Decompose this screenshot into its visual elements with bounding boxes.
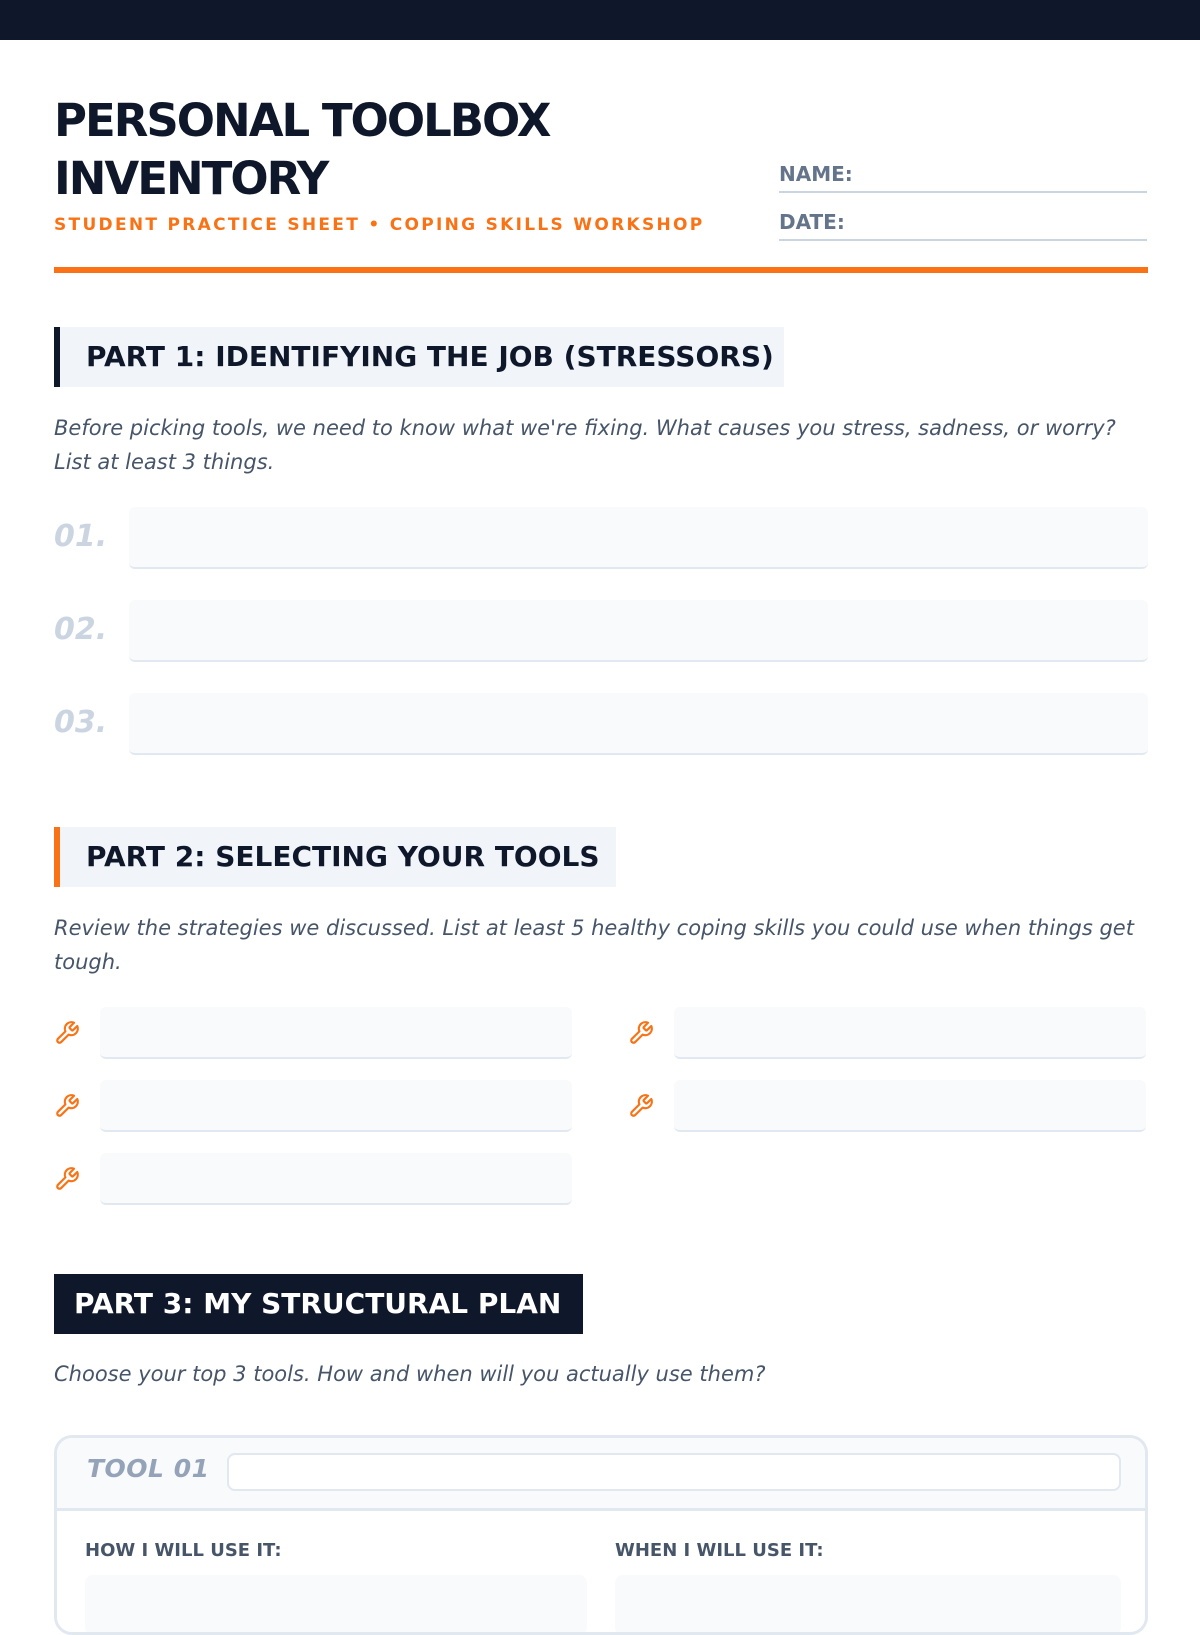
- wrench-icon: [628, 1093, 654, 1119]
- stressor-number: 02.: [54, 612, 108, 647]
- top-bar: [0, 0, 1200, 40]
- part1-instructions: Before picking tools, we need to know what we're fixing. What causes you stress, sadness, or worry? List at least 3 things.: [54, 416, 1116, 474]
- stressor-row: [54, 693, 1148, 757]
- name-field[interactable]: [779, 161, 1147, 193]
- tool-item: [54, 1153, 582, 1205]
- when-field[interactable]: [615, 1575, 1121, 1635]
- page-title: PERSONAL TOOLBOX INVENTORY: [54, 94, 550, 205]
- tool-item: [54, 1080, 582, 1132]
- stressor-field[interactable]: [129, 693, 1148, 755]
- tool-field[interactable]: [674, 1007, 1146, 1059]
- tool-name-field[interactable]: [227, 1453, 1121, 1491]
- tool-item: [628, 1080, 1156, 1132]
- tool-field[interactable]: [100, 1080, 572, 1132]
- part1-heading: PART 1: IDENTIFYING THE JOB (STRESSORS): [54, 327, 784, 387]
- stressor-number: 03.: [54, 705, 108, 740]
- part3-heading: PART 3: MY STRUCTURAL PLAN: [54, 1274, 583, 1334]
- how-field[interactable]: [85, 1575, 587, 1635]
- stressor-number: 01.: [54, 519, 108, 554]
- tool-field[interactable]: [674, 1080, 1146, 1132]
- part2-heading: PART 2: SELECTING YOUR TOOLS: [54, 827, 616, 887]
- date-label: DATE:: [779, 210, 845, 234]
- part3-instructions: Choose your top 3 tools. How and when will you actually use them?: [54, 1362, 766, 1386]
- how-label: HOW I WILL USE IT:: [85, 1540, 282, 1561]
- tool-item: [54, 1007, 582, 1059]
- wrench-icon: [628, 1020, 654, 1046]
- plan-card: [54, 1435, 1148, 1635]
- tool-field[interactable]: [100, 1007, 572, 1059]
- tool-field[interactable]: [100, 1153, 572, 1205]
- when-label: WHEN I WILL USE IT:: [615, 1540, 824, 1561]
- part2-instructions: Review the strategies we discussed. List at least 5 healthy coping skills you could use when things get tough.: [54, 916, 1134, 974]
- stressor-row: [54, 507, 1148, 571]
- tool-number-label: TOOL 01: [87, 1454, 210, 1483]
- tool-item: [628, 1007, 1156, 1059]
- date-field[interactable]: [779, 209, 1147, 241]
- wrench-icon: [54, 1093, 80, 1119]
- page-subtitle: STUDENT PRACTICE SHEET • COPING SKILLS WORKSHOP: [54, 215, 705, 235]
- header-divider: [54, 267, 1148, 273]
- stressor-field[interactable]: [129, 600, 1148, 662]
- stressor-field[interactable]: [129, 507, 1148, 569]
- name-label: NAME:: [779, 162, 853, 186]
- plan-card-header: [57, 1438, 1145, 1511]
- wrench-icon: [54, 1020, 80, 1046]
- wrench-icon: [54, 1166, 80, 1192]
- stressor-row: [54, 600, 1148, 664]
